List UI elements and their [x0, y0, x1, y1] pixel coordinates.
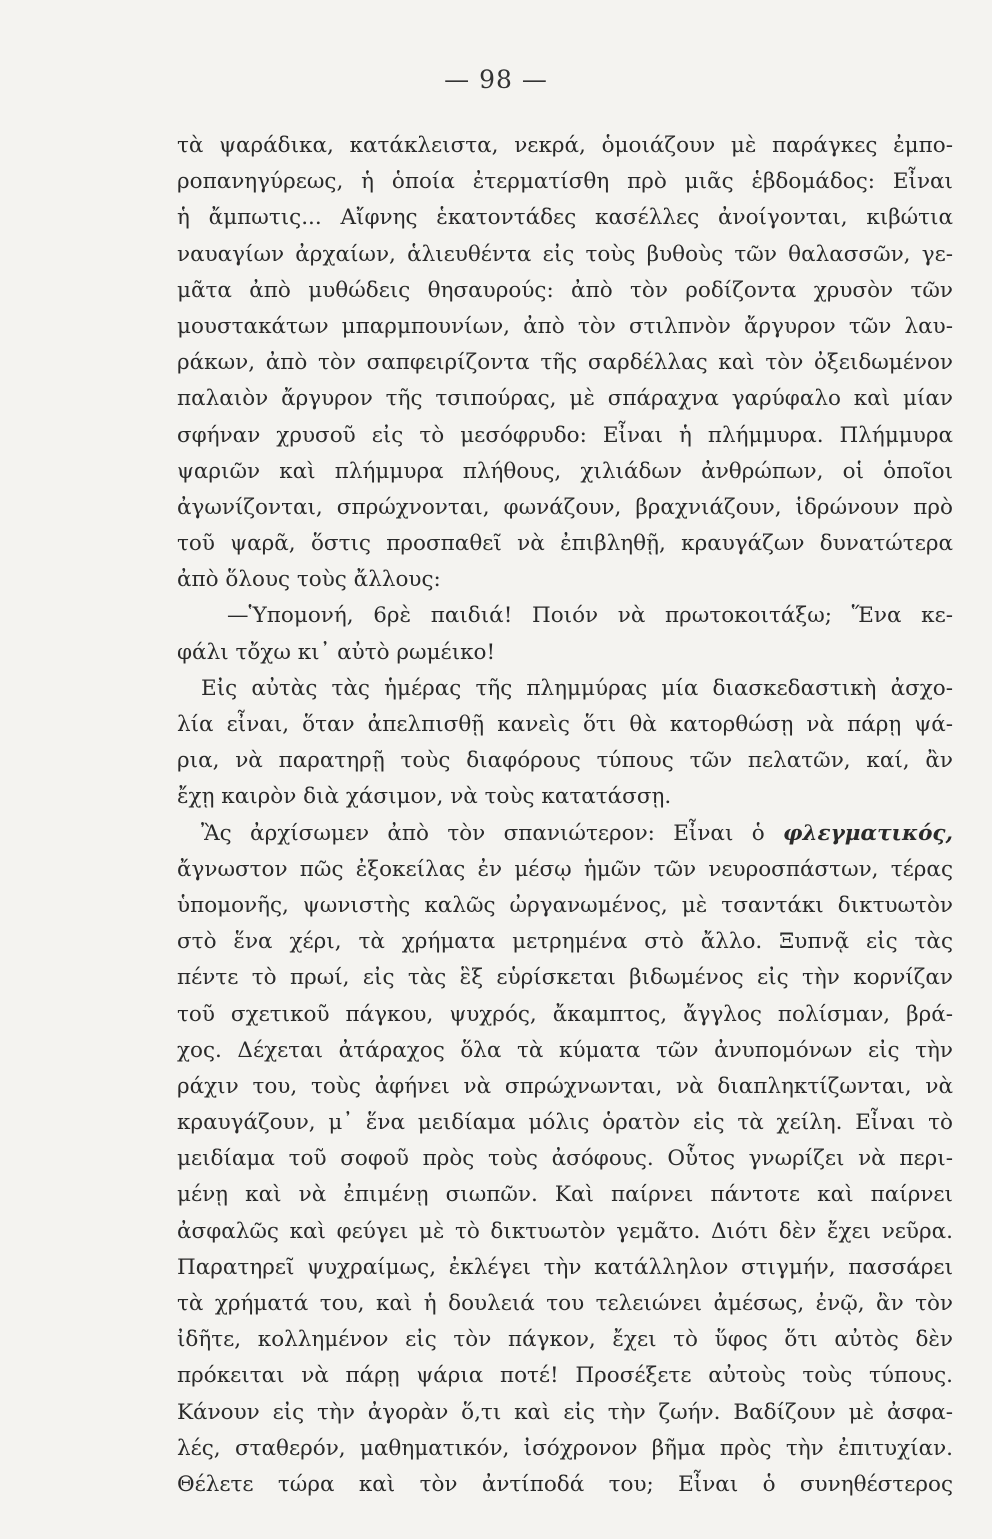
- dialog-line: —Ὑπομονή, 6ρὲ παιδιά! Ποιόν νὰ πρωτοκοιτάξω; Ἕνα κε-: [227, 603, 953, 629]
- text-line: ἰδῆτε, κολλημένον εἰς τὸν πάγκον, ἔχει τὸ ὕφος ὅτι αὐτὸς δὲν: [177, 1327, 953, 1353]
- text-line: ἄγνωστον πῶς ἐξοκείλας ἐν μέσῳ ἡμῶν τῶν νευροσπάστων, τέρας: [177, 856, 953, 882]
- text-line: τοῦ ψαρᾶ, ὅστις προσπαθεῖ νὰ ἐπιβληθῇ, κραυγάζων δυνατώτερα: [177, 531, 953, 557]
- text-line: ρια, νὰ παρατηρῇ τοὺς διαφόρους τύπους τῶν πελατῶν, καί, ἂν: [177, 748, 953, 774]
- text-line: ὑπομονῆς, ψωνιστὴς καλῶς ὠργανωμένος, μὲ τσαντάκι δικτυωτὸν: [177, 892, 953, 918]
- paragraph-start: [177, 1503, 953, 1539]
- text-line: τὰ χρήματά του, καὶ ἡ δουλειά του τελειώνει ἀμέσως, ἐνῷ, ἂν τὸν: [177, 1291, 953, 1316]
- page-number: — 98 —: [444, 65, 548, 94]
- text-line: σφήναν χρυσοῦ εἰς τὸ μεσόφρυδο: Εἶναι ἡ πλήμμυρα. Πλήμμυρα: [177, 422, 953, 448]
- text-line: Παρατηρεῖ ψυχραίμως, ἐκλέγει τὴν κατάλληλον στιγμήν, πασσάρει: [177, 1254, 953, 1280]
- text-line: παλαιὸν ἄργυρον τῆς τσιπούρας, μὲ σπάραχνα γαρύφαλο καὶ μίαν: [177, 386, 953, 412]
- paragraph-start: Εἰς αὐτὰς τὰς ἡμέρας τῆς πλημμύρας μία διασκεδαστικὴ ἀσχο-: [201, 675, 953, 701]
- text-line: ἀσφαλῶς καὶ φεύγει μὲ τὸ δικτυωτὸν γεμᾶτο. Διότι δὲν ἔχει νεῦρα.: [177, 1218, 953, 1244]
- text-line: μουστακάτων μπαρμπουνίων, ἀπὸ τὸν στιλπνὸν ἄργυρον τῶν λαυ-: [177, 313, 953, 339]
- dialog-line: φάλι τὄχω κι᾽ αὐτὸ ρωμέικο!: [177, 639, 496, 665]
- text-line: Κάνουν εἰς τὴν ἀγορὰν ὅ,τι καὶ εἰς τὴν ζωήν. Βαδίζουν μὲ ἀσφα-: [177, 1399, 953, 1425]
- text-line: μᾶτα ἀπὸ μυθώδεις θησαυρούς: ἀπὸ τὸν ροδίζοντα χρυσὸν τῶν: [177, 277, 953, 303]
- text-line: ροπανηγύρεως, ἡ ὁποία ἐτερματίσθη πρὸ μιᾶς ἑβδομάδος: Εἶναι: [177, 169, 953, 195]
- paragraph-start: [177, 816, 953, 852]
- text-line: ἡ ἄμπωτις... Αἴφνης ἑκατοντάδες κασέλλες ἀνοίγονται, κιβώτια: [177, 205, 953, 231]
- body-text: [177, 128, 953, 1539]
- text-line: τοῦ σχετικοῦ πάγκου, ψυχρός, ἄκαμπτος, ἄγγλος πολίσμαν, βρά-: [177, 1001, 953, 1027]
- text-line: στὸ ἕνα χέρι, τὰ χρήματα μετρημένα στὸ ἄλλο. Ξυπνᾷ εἰς τὰς: [177, 929, 953, 955]
- text-line: ἀπὸ ὅλους τοὺς ἄλλους:: [177, 567, 441, 593]
- emphasized-term: φλεγματικός,: [783, 820, 953, 846]
- text-line: μένῃ καὶ νὰ ἐπιμένῃ σιωπῶν. Καὶ παίρνει πάντοτε καὶ παίρνει: [177, 1182, 953, 1208]
- text-line: ἀγωνίζονται, σπρώχνονται, φωνάζουν, βραχνιάζουν, ἱδρώνουν πρὸ: [177, 494, 953, 520]
- text-line: κραυγάζουν, μ᾽ ἕνα μειδίαμα μόλις ὁρατὸν εἰς τὰ χείλη. Εἶναι τὸ: [177, 1110, 953, 1136]
- text-line: ράχιν του, τοὺς ἀφήνει νὰ σπρώχνωνται, νὰ διαπληκτίζωνται, νὰ: [177, 1073, 953, 1099]
- text-line: ἔχῃ καιρὸν διὰ χάσιμον, νὰ τοὺς κατατάσσῃ.: [177, 784, 672, 810]
- text-span: Ἂς ἀρχίσωμεν ἀπὸ τὸν σπανιώτερον: Εἶναι ὁ: [201, 820, 765, 846]
- text-line: ψαριῶν καὶ πλήμμυρα πλήθους, χιλιάδων ἀνθρώπων, οἱ ὁποῖοι: [177, 458, 953, 484]
- text-line: ναυαγίων ἀρχαίων, ἁλιευθέντα εἰς τοὺς βυθοὺς τῶν θαλασσῶν, γε-: [177, 241, 953, 267]
- text-line: πέντε τὸ πρωί, εἰς τὰς ἓξ εὑρίσκεται βιδωμένος εἰς τὴν κορνίζαν: [177, 965, 953, 991]
- text-line: πρόκειται νὰ πάρῃ ψάρια ποτέ! Προσέξετε αὐτοὺς τοὺς τύπους.: [177, 1363, 953, 1389]
- text-line: χος. Δέχεται ἀτάραχος ὅλα τὰ κύματα τῶν ἀνυπομόνων εἰς τὴν: [177, 1037, 953, 1063]
- text-line: λία εἶναι, ὅταν ἀπελπισθῇ κανεὶς ὅτι θὰ κατορθώσῃ νὰ πάρῃ ψά-: [177, 712, 953, 737]
- text-line: Θέλετε τώρα καὶ τὸν ἀντίποδά του; Εἶναι ὁ συνηθέστερος: [177, 1471, 953, 1497]
- text-line: μειδίαμα τοῦ σοφοῦ πρὸς τοὺς ἀσόφους. Οὗτος γνωρίζει νὰ περι-: [177, 1146, 953, 1172]
- text-line: λές, σταθερόν, μαθηματικόν, ἰσόχρονον βῆμα πρὸς τὴν ἐπιτυχίαν.: [177, 1435, 953, 1461]
- text-line: τὰ ψαράδικα, κατάκλειστα, νεκρά, ὁμοιάζουν μὲ παράγκες ἐμπο-: [177, 133, 953, 158]
- text-line: ράκων, ἀπὸ τὸν σαπφειρίζοντα τῆς σαρδέλλας καὶ τὸν ὀξειδωμένον: [177, 350, 953, 376]
